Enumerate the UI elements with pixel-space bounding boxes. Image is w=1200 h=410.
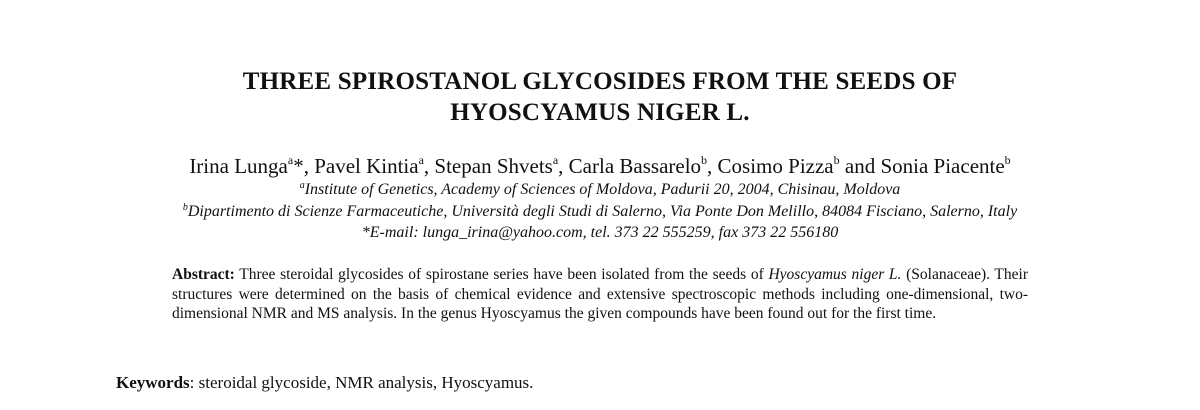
paper-title-line-2: HYOSCYAMUS NIGER L. xyxy=(450,99,750,126)
author-name: Stepan Shvets xyxy=(434,154,553,178)
author-name: Carla Bassarelo xyxy=(568,154,702,178)
paper-title xyxy=(0,66,1200,128)
abstract-species-name: Hyoscyamus niger L. xyxy=(768,266,902,283)
keywords-label: Keywords xyxy=(116,373,190,392)
abstract-text-part-2: (Solanaceae). Their structures were determined on the basis of chemical evidence and extensive spectroscopic methods including one-dimensional, two-dimensional NMR and MS analysis. In the genus Hyoscyamus the given compounds have been found out for the first time. xyxy=(172,266,1028,322)
contact-text: *E-mail: lunga_irina@yahoo.com, tel. 373 22 555259, fax 373 22 556180 xyxy=(361,224,839,241)
author-affiliation-mark: b xyxy=(701,153,708,167)
author-affiliation-mark: a xyxy=(418,153,424,167)
author-name: Cosimo Pizza xyxy=(717,154,834,178)
author-affiliation-mark: a xyxy=(287,153,294,167)
corresponding-author-mark: * xyxy=(293,154,304,178)
author-affiliation-mark: a xyxy=(552,153,559,167)
author-separator: and xyxy=(839,154,881,178)
affiliation-a xyxy=(0,180,1200,200)
author-separator: , xyxy=(558,154,569,178)
author-separator: , xyxy=(303,154,315,178)
abstract-text-part-1: Three steroidal glycosides of spirostane series have been isolated from the seeds of xyxy=(234,266,769,283)
author-name: Irina Lunga xyxy=(189,154,288,178)
paper-title-line-1: THREE SPIROSTANOL GLYCOSIDES FROM THE SEEDS OF xyxy=(242,68,958,95)
affiliation-mark: a xyxy=(299,180,305,191)
author-separator: , xyxy=(707,154,718,178)
author-separator: , xyxy=(423,154,435,178)
affiliation-text: Institute of Genetics, Academy of Sciences of Moldova, Padurii 20, 2004, Chisinau, Moldova xyxy=(304,181,901,198)
affiliation-b xyxy=(0,202,1200,222)
author-name: Pavel Kintia xyxy=(314,154,419,178)
affiliation-text: Dipartimento di Scienze Farmaceutiche, Università degli Studi di Salerno, Via Ponte Don Melillo, 84084 Fisciano, Salerno, Italy xyxy=(187,203,1018,220)
contact-info xyxy=(0,223,1200,243)
keywords-text: : steroidal glycoside, NMR analysis, Hyoscyamus. xyxy=(189,373,534,392)
keywords xyxy=(116,372,533,394)
abstract-label: Abstract: xyxy=(172,266,235,283)
author-name: Sonia Piacente xyxy=(880,154,1005,178)
author-affiliation-mark: b xyxy=(833,153,840,167)
affiliation-mark: b xyxy=(182,202,188,213)
abstract xyxy=(172,265,1028,324)
author-list xyxy=(0,153,1200,179)
author-affiliation-mark: b xyxy=(1004,153,1011,167)
